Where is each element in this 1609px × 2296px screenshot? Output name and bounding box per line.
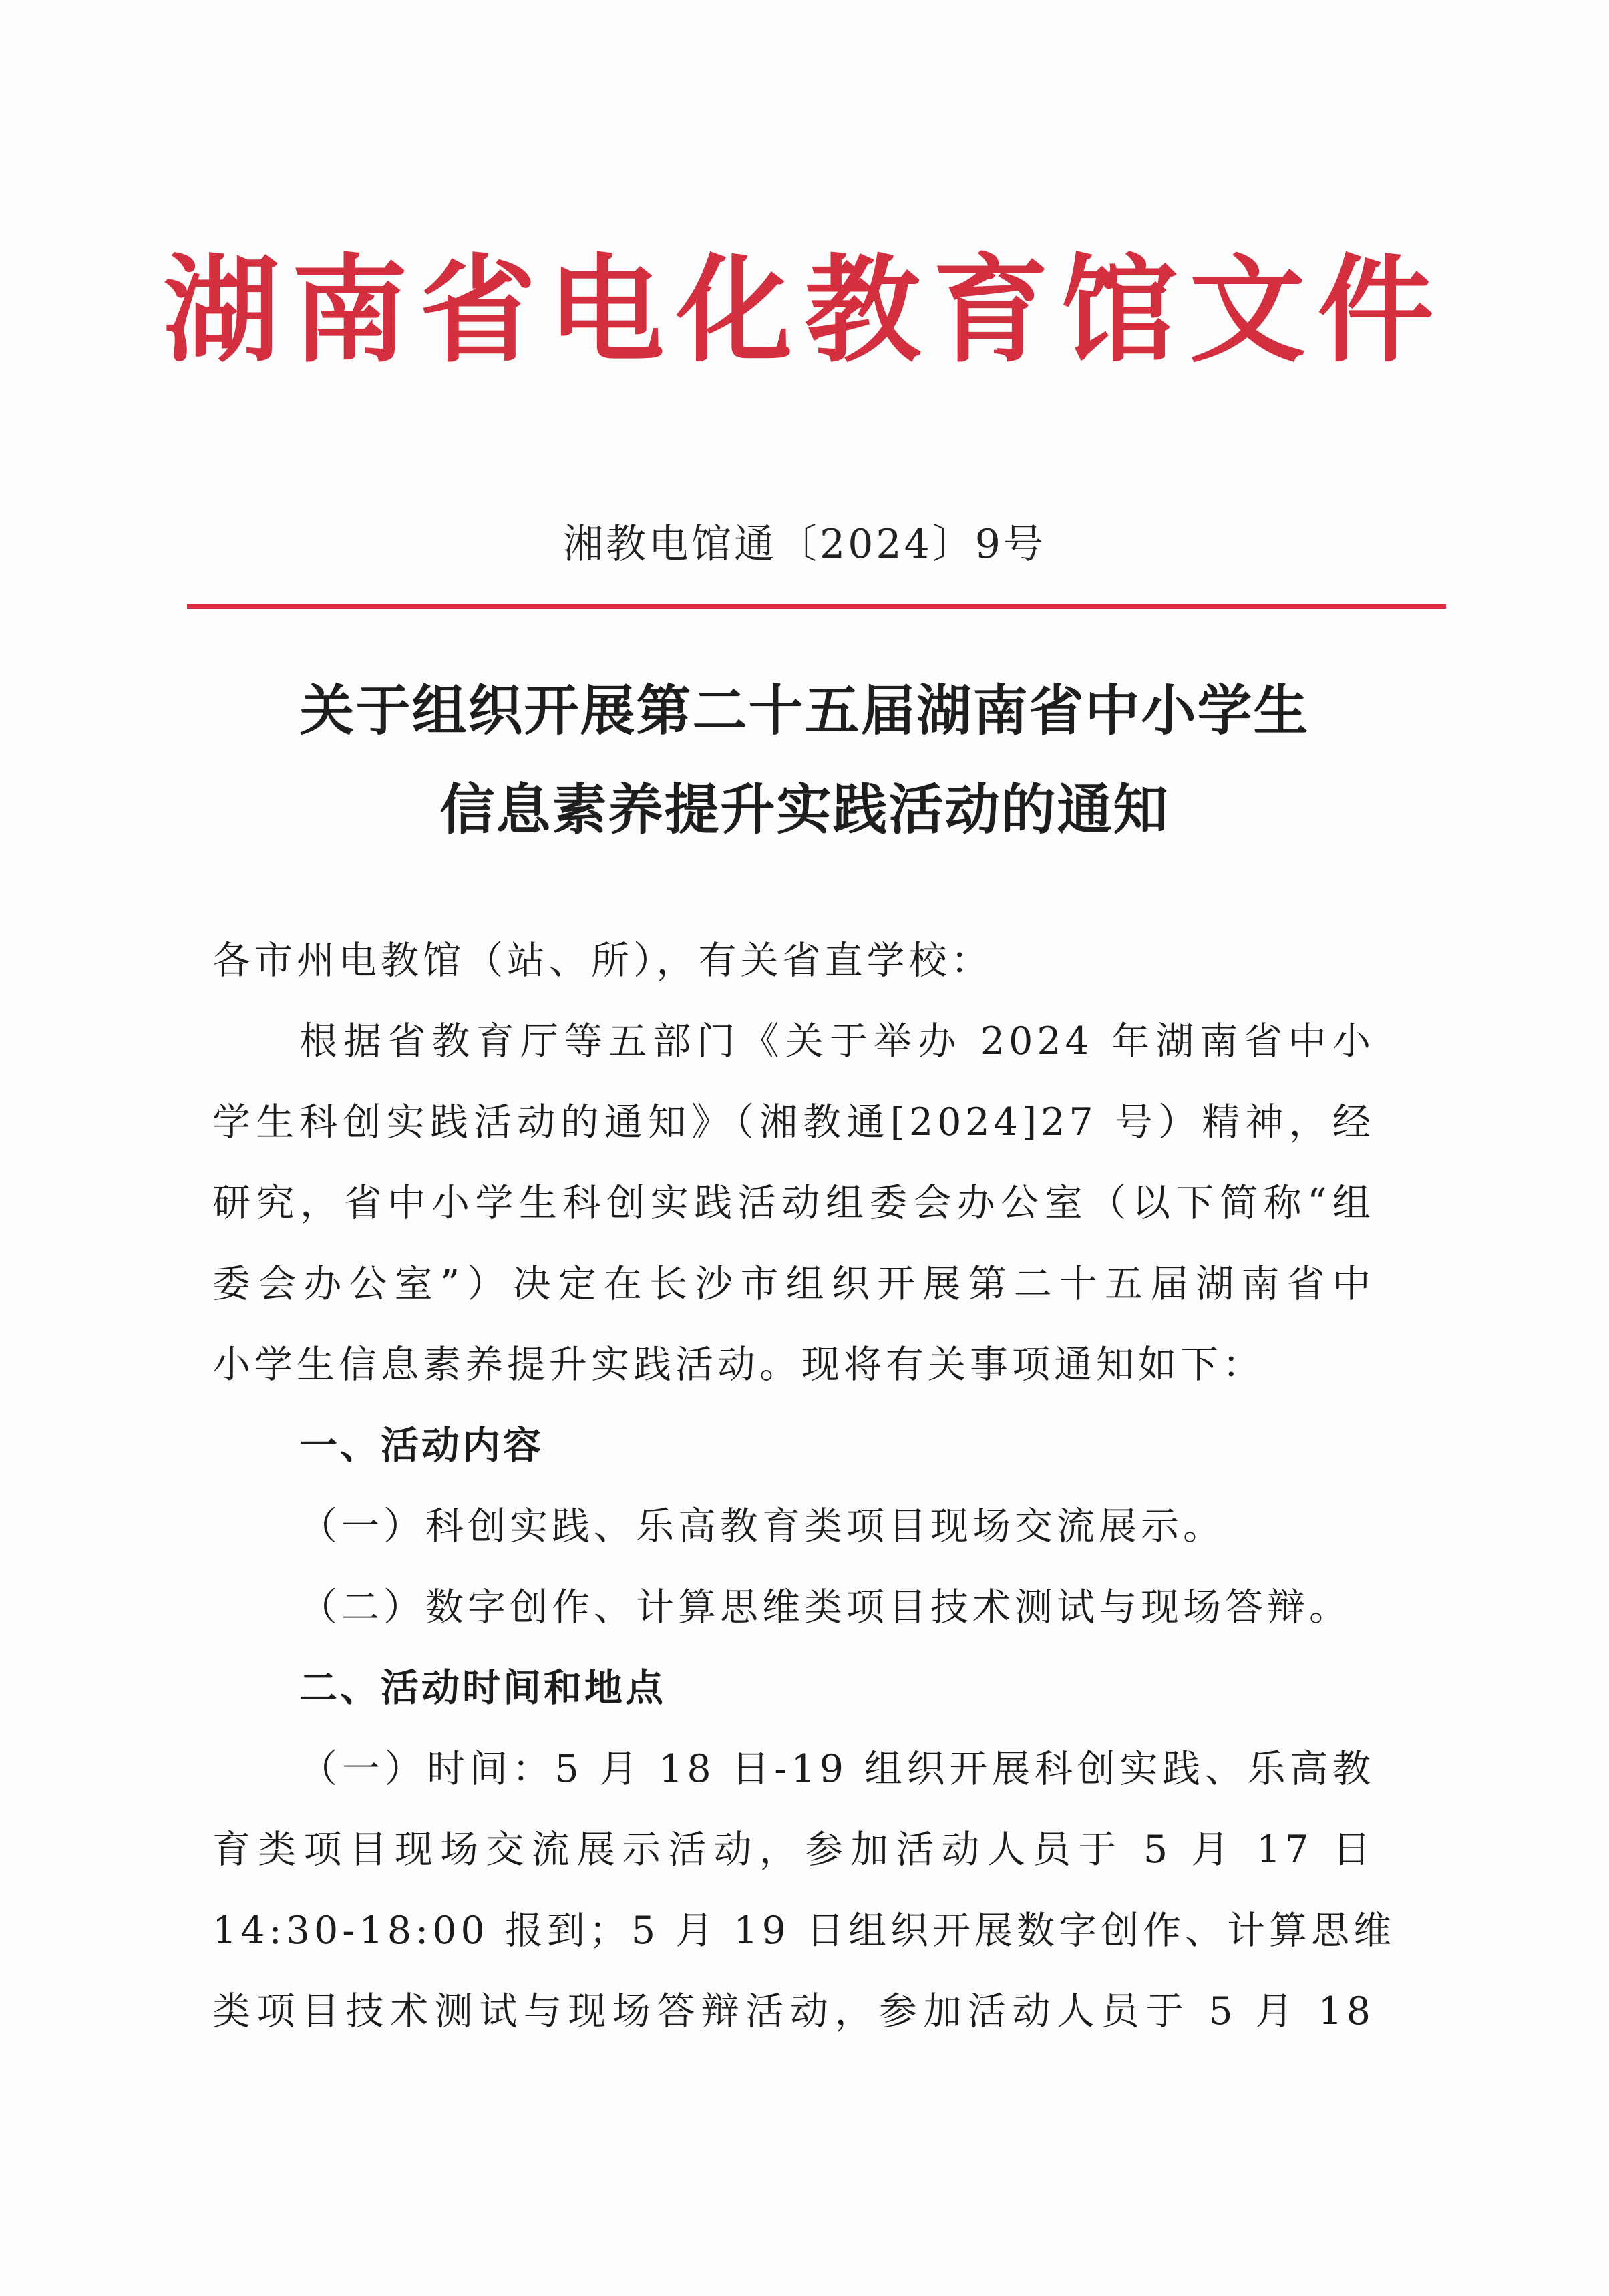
paragraph-line: 育类项目现场交流展示活动，参加活动人员于 5 月 17 日 <box>212 1828 1375 1872</box>
section-heading: 一、活动内容 <box>299 1424 544 1468</box>
masthead-title: 湖南省电化教育馆文件 <box>163 242 1446 379</box>
paragraph-line: 委会办公室”）决定在长沙市组织开展第二十五届湖南省中 <box>212 1262 1375 1306</box>
paragraph-line: 小学生信息素养提升实践活动。现将有关事项通知如下： <box>212 1343 1264 1387</box>
paragraph-line: 14:30-18:00 报到；5 月 19 日组织开展数字创作、计算思维 <box>212 1909 1396 1953</box>
paragraph-line: 学生科创实践活动的通知》（湘教通[2024]27 号）精神，经 <box>212 1100 1375 1144</box>
red-divider-line <box>187 604 1446 609</box>
section-heading: 二、活动时间和地点 <box>299 1666 666 1710</box>
document-number: 湘教电馆通〔2024〕9号 <box>563 521 1046 568</box>
notice-title-line-2: 信息素养提升实践活动的通知 <box>439 778 1170 842</box>
salutation: 各市州电教馆（站、所），有关省直学校： <box>212 939 993 983</box>
paragraph-line: 根据省教育厅等五部门《关于举办 2024 年湖南省中小 <box>299 1019 1375 1063</box>
document-body <box>212 921 1396 2052</box>
paragraph-line: 研究，省中小学生科创实践活动组委会办公室（以下简称“组 <box>212 1181 1375 1225</box>
list-item: （二）数字创作、计算思维类项目技术测试与现场答辩。 <box>299 1585 1351 1629</box>
notice-title-line-1: 关于组织开展第二十五届湖南省中小学生 <box>299 679 1310 743</box>
notice-title <box>0 661 1609 859</box>
paragraph-line: 类项目技术测试与现场答辩活动，参加活动人员于 5 月 18 <box>212 1989 1375 2033</box>
list-item: （一）科创实践、乐高教育类项目现场交流展示。 <box>299 1504 1225 1548</box>
paragraph-line: （一）时间：5 月 18 日-19 组织开展科创实践、乐高教 <box>299 1747 1375 1791</box>
